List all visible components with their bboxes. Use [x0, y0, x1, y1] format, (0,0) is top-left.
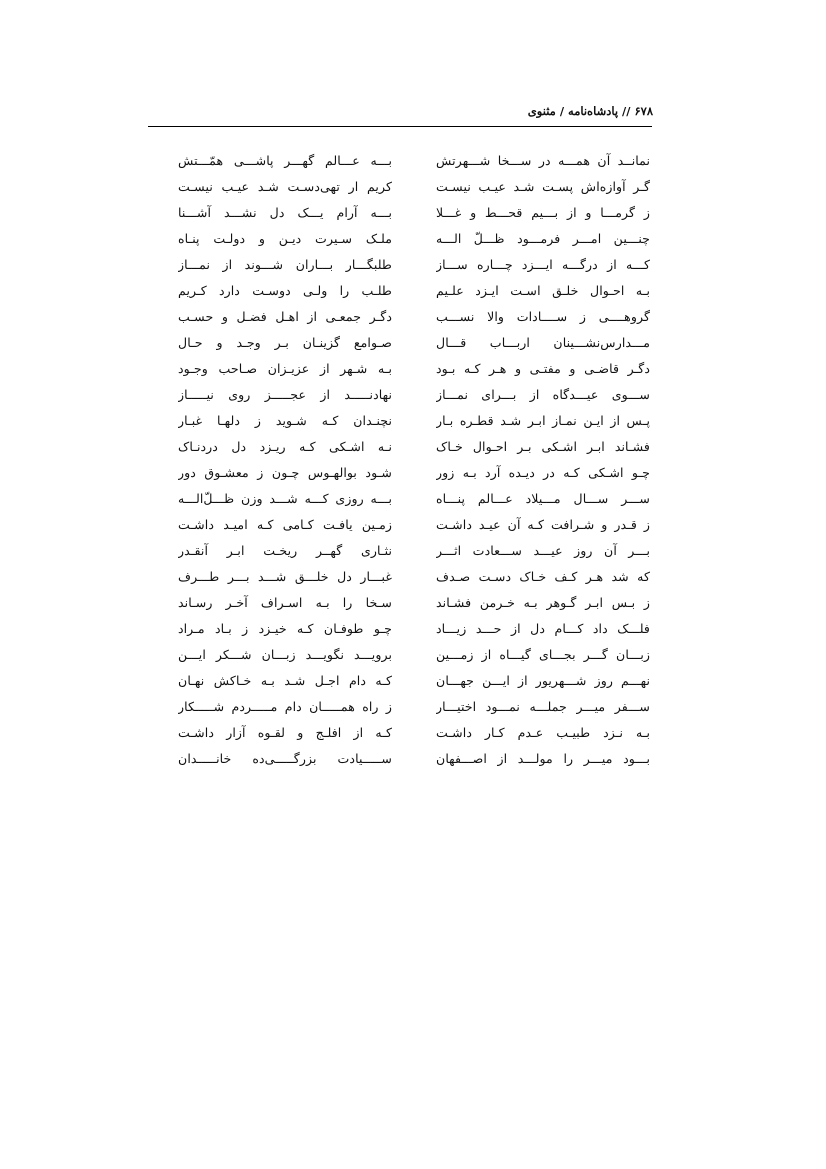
hemistich-first: زبـــان گـــر بجـــای گیـــاه از زمـــین: [436, 647, 650, 662]
couplet: [150, 723, 650, 749]
hemistich-first: گـر آوازه‌اش پسـت شـد عیـب نیسـت: [436, 179, 650, 194]
hemistich-first: کـــه از درگـــه ایـــزد چـــاره ســـاز: [436, 257, 650, 272]
hemistich-first: ســـفر میـــر جملـــه نمـــود اختیـــار: [436, 699, 650, 714]
hemistich-second: نچنـدان کـه شـوید ز دلهـا غبـار: [178, 413, 392, 428]
hemistich-second: دگـر جمعـی از اهـل فضـل و حسـب: [178, 309, 392, 324]
hemistich-second: شـود بوالهـوس چـون ز معشـوق دور: [178, 465, 392, 480]
couplet: [150, 359, 650, 385]
couplet: [150, 567, 650, 593]
couplet: [150, 697, 650, 723]
hemistich-first: گروهــــی ز ســــادات والا نســـب: [436, 309, 650, 324]
hemistich-first: مـــدارس‌نشـــینان اربـــاب قـــال: [436, 335, 650, 350]
hemistich-first: بـــر آن روز عیـــد ســـعادت اثـــر: [436, 543, 650, 558]
hemistich-first: بـــود میـــر را مولـــد از اصـــفهان: [436, 751, 650, 766]
hemistich-first: بـه احـوال خلـق اسـت ایـزد علـیم: [436, 283, 650, 298]
hemistich-second: چـو طوفـان کـه خیـزد ز بـاد مـراد: [178, 621, 392, 636]
hemistich-second: نـه اشـکی کـه ریـزد دل دردنـاک: [178, 439, 392, 454]
hemistich-second: کـه دام اجـل شـد بـه خـاکش نهـان: [178, 673, 392, 688]
hemistich-first: دگـر قاضـی و مفتـی و هـر کـه بـود: [436, 361, 650, 376]
couplet: [150, 151, 650, 177]
hemistich-second: بـــه آرام یـــک دل نشـــد آشـــنا: [178, 205, 392, 220]
couplet: [150, 229, 650, 255]
hemistich-second: کریم ار تهی‌دسـت شـد عیـب نیسـت: [178, 179, 392, 194]
couplet: [150, 749, 650, 775]
hemistich-first: فشـاند ابـر اشـکی بـر احـوال خـاک: [436, 439, 650, 454]
hemistich-second: طلـب را ولـی دوسـت دارد کـریم: [178, 283, 392, 298]
couplet: [150, 281, 650, 307]
hemistich-second: ز راه همـــــان دام مـــــردم شـــــکار: [178, 699, 392, 714]
running-header: ۶۷۸ // پادشاه‌نامه / مثنوی: [527, 104, 653, 118]
hemistich-first: چـو اشـکی کـه در دیـده آرد بـه زور: [436, 465, 650, 480]
couplet: [150, 619, 650, 645]
hemistich-second: طلبگـــار بـــاران شـــوند از نمـــاز: [178, 257, 392, 272]
hemistich-first: چنـــین امـــر فرمـــود ظـــلّ الـــه: [436, 231, 650, 246]
hemistich-first: فلـــک داد کـــام دل از حـــد زیـــاد: [436, 621, 650, 636]
hemistich-second: بـه شـهر از عزیـزان صـاحب وجـود: [178, 361, 392, 376]
hemistich-second: زمـین یافـت کـامی کـه امیـد داشـت: [178, 517, 392, 532]
hemistich-second: نثـاری گهــر ریخـت ابـر آنقـدر: [178, 543, 392, 558]
hemistich-second: صـوامع گزینـان بـر وجـد و حـال: [178, 335, 392, 350]
poem-couplets: [150, 151, 650, 775]
hemistich-first: پـس از ایـن نمـاز ابـر شـد قطـره بـار: [436, 413, 650, 428]
hemistich-first: ســـوی عیـــدگاه از بـــرای نمـــاز: [436, 387, 650, 402]
couplet: [150, 333, 650, 359]
couplet: [150, 437, 650, 463]
hemistich-first: ز قـدر و شـرافت کـه آن عیـد داشـت: [436, 517, 650, 532]
hemistich-first: نهـــم روز شـــهریور از ایـــن جهـــان: [436, 673, 650, 688]
hemistich-first: ســـر ســـال مـــیلاد عـــالم پنـــاه: [436, 491, 650, 506]
couplet: [150, 307, 650, 333]
hemistich-second: سـخا را بـه اسـراف آخـر رسـاند: [178, 595, 392, 610]
couplet: [150, 489, 650, 515]
hemistich-second: نهادنـــــد از عجـــــز روی نیـــــاز: [178, 387, 392, 402]
couplet: [150, 671, 650, 697]
hemistich-second: ســـــیادت بزرگـــــی‌ده خانـــــدان: [178, 751, 392, 766]
hemistich-second: کـه از افلـج و لقـوه آزار داشـت: [178, 725, 392, 740]
couplet: [150, 411, 650, 437]
hemistich-second: برویـــد نگویـــد زبـــان شـــکر ایـــن: [178, 647, 392, 662]
couplet: [150, 255, 650, 281]
couplet: [150, 645, 650, 671]
hemistich-first: بـه نـزد طبیـب عـدم کـار داشـت: [436, 725, 650, 740]
hemistich-first: که شد هـر کـف خـاک دسـت صـدف: [436, 569, 650, 584]
hemistich-second: بـــه روزی کـــه شـــد وزن ظـــلّ‌الـــه: [178, 491, 392, 506]
couplet: [150, 515, 650, 541]
couplet: [150, 463, 650, 489]
couplet: [150, 385, 650, 411]
couplet: [150, 541, 650, 567]
couplet: [150, 593, 650, 619]
hemistich-first: نمانــد آن همـــه در ســـخا شـــهرتش: [436, 153, 650, 168]
hemistich-second: ملـک سـیرت دیـن و دولـت پنـاه: [178, 231, 392, 246]
hemistich-first: ز بـس ابـر گـوهر بـه خـرمن فشـاند: [436, 595, 650, 610]
hemistich-first: ز گرمـــا و از بـــیم قحـــط و غـــلا: [436, 205, 650, 220]
couplet: [150, 203, 650, 229]
hemistich-second: غبـــار دل خلـــق شـــد بـــر طـــرف: [178, 569, 392, 584]
header-rule: [148, 126, 652, 127]
hemistich-second: بـــه عـــالم گهـــر پاشـــی همّـــتش: [178, 153, 392, 168]
couplet: [150, 177, 650, 203]
